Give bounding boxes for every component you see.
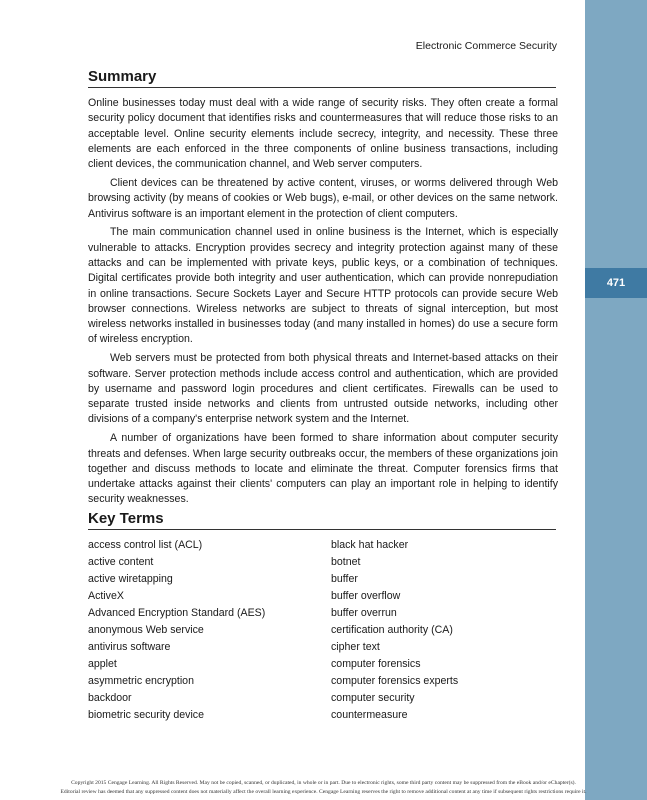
key-term: access control list (ACL) <box>88 539 203 551</box>
running-head: Electronic Commerce Security <box>415 40 557 52</box>
key-term: antivirus software <box>88 641 171 653</box>
summary-body <box>88 96 558 511</box>
page-margin-band <box>585 0 647 800</box>
summary-heading: Summary <box>88 68 556 88</box>
key-term: buffer <box>331 573 358 585</box>
key-terms-list <box>88 537 558 724</box>
key-term: buffer overflow <box>331 590 401 602</box>
summary-paragraph: Online businesses today must deal with a wide range of security risks. They often create a formal security policy document that identifies risks and countermeasures that will reduce those risks to an acceptable level. Online security elements include secrecy, integrity, and necessity. These three elements are each enforced in the three components of online business transactions, including client devices, the communication channel, and Web server computers. <box>88 97 558 171</box>
key-term: computer forensics <box>331 658 421 670</box>
key-terms-column-right <box>331 537 558 724</box>
key-term: active content <box>88 556 154 568</box>
copyright-notice <box>0 779 647 797</box>
page-number: 471 <box>585 268 647 298</box>
key-term: botnet <box>331 556 361 568</box>
key-terms-column-left <box>88 537 331 724</box>
key-term: Advanced Encryption Standard (AES) <box>88 607 266 619</box>
copyright-line: Copyright 2015 Cengage Learning. All Rights Reserved. May not be copied, scanned, or duplicated, in whole or in part. Due to electronic rights, some third party content may be suppressed from the eBook and/or eChapter(s). <box>71 780 576 786</box>
summary-paragraph: Client devices can be threatened by active content, viruses, or worms delivered through Web browsing activity (by means of cookies or Web bugs), e-mail, or other devices on the same network. Antivirus software is an important element in the protection of client computers. <box>88 176 558 220</box>
key-term: black hat hacker <box>331 539 409 551</box>
key-term: biometric security device <box>88 709 204 721</box>
key-term: active wiretapping <box>88 573 173 585</box>
key-term: computer security <box>331 692 415 704</box>
key-terms-heading: Key Terms <box>88 510 556 530</box>
key-term: ActiveX <box>88 590 124 602</box>
key-term: anonymous Web service <box>88 624 204 636</box>
key-term: certification authority (CA) <box>331 624 453 636</box>
summary-paragraph: Web servers must be protected from both physical threats and Internet-based attacks on their software. Server protection methods include access control and authentication, which are provided by username and password login procedures and client certificates. Firewalls can be used to separate trusted inside networks and clients from untrusted outside networks, including other divisions of a company's enterprise network system and the Internet. <box>88 352 558 426</box>
key-term: asymmetric encryption <box>88 675 194 687</box>
summary-paragraph: The main communication channel used in online business is the Internet, which is especially vulnerable to attacks. Encryption provides secrecy and integrity protection against many of these attacks and can be implemented with private keys, public keys, or a combination of techniques. Digital certificates provide both integrity and user authentication, which can provide nonrepudiation in online transactions. Secure Sockets Layer and Secure HTTP protocols can provide secure Web browser connections. Wireless networks are subject to threats of signal interception, but most wireless networks installed in businesses today (and many installed in homes) do use a secure form of wireless encryption. <box>88 226 558 346</box>
key-term: backdoor <box>88 692 132 704</box>
key-term: computer forensics experts <box>331 675 459 687</box>
key-term: countermeasure <box>331 709 408 721</box>
summary-paragraph: A number of organizations have been formed to share information about computer security threats and defenses. When large security outbreaks occur, the members of these organizations join together and discuss methods to locate and eliminate the threat. Computer forensics firms that undertake attacks against their clients' computers can play an important role in helping to identify security weaknesses. <box>88 432 558 506</box>
key-term: buffer overrun <box>331 607 397 619</box>
copyright-line: Editorial review has deemed that any suppressed content does not materially affect the overall learning experience. Cengage Learning reserves the right to remove additional content at any time if subsequent rights restrictions require it. <box>60 789 587 795</box>
key-term: cipher text <box>331 641 380 653</box>
key-term: applet <box>88 658 117 670</box>
